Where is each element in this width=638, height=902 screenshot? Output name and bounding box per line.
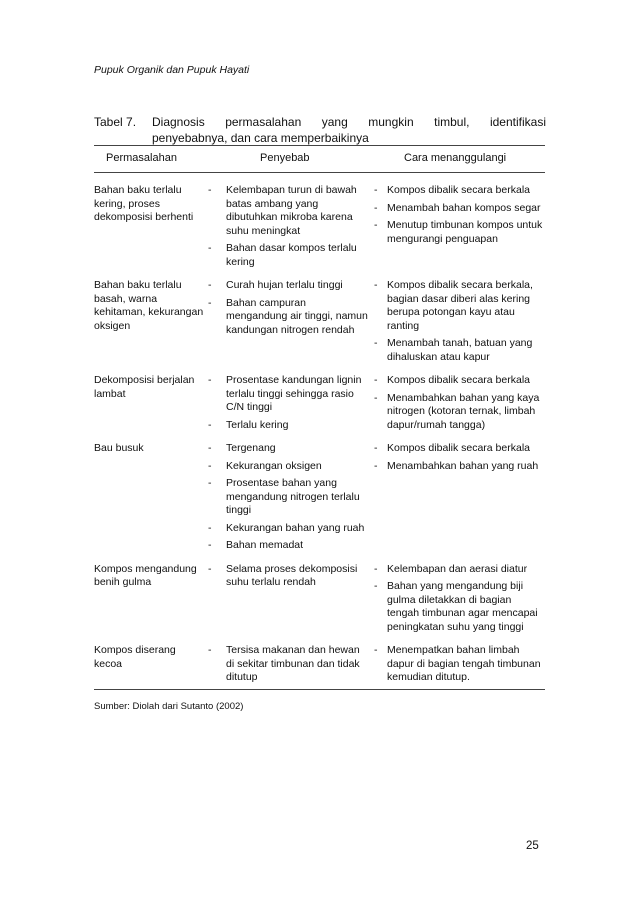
dash-bullet: - <box>374 562 378 575</box>
solution-item <box>370 392 545 433</box>
dash-bullet: - <box>208 442 212 454</box>
dash-bullet: - <box>374 459 378 472</box>
table-top-rule <box>94 145 545 146</box>
solution-item <box>370 563 545 577</box>
solution-list <box>370 563 545 635</box>
dash-bullet: - <box>208 562 212 575</box>
cause-text: Selama proses dekomposisi suhu terlalu rendah <box>226 562 358 588</box>
solution-list <box>370 644 545 685</box>
cause-cell <box>206 563 370 645</box>
solution-text: Kompos dibalik secara berkala, bagian dasar diberi alas kering berupa potongan kayu atau ranting <box>387 279 533 332</box>
solution-cell <box>370 644 545 695</box>
dash-bullet: - <box>374 644 378 656</box>
cause-list <box>206 279 370 337</box>
solution-item <box>370 202 545 216</box>
solution-list <box>370 279 545 364</box>
cause-item <box>206 477 370 518</box>
cause-item <box>206 644 370 685</box>
cause-item <box>206 184 370 238</box>
solution-cell <box>370 279 545 374</box>
cause-cell <box>206 279 370 374</box>
solution-cell <box>370 442 545 563</box>
cause-item <box>206 297 370 338</box>
solution-cell <box>370 184 545 279</box>
cause-text: Bahan memadat <box>226 539 304 551</box>
dash-bullet: - <box>208 279 212 291</box>
solution-item <box>370 644 545 685</box>
problem-cell: Bahan baku terlalu basah, warna kehitaman, kekurangan oksigen <box>94 279 204 332</box>
cause-text: Curah hujan terlalu tinggi <box>226 279 343 291</box>
running-header: Pupuk Organik dan Pupuk Hayati <box>94 64 250 76</box>
solution-cell <box>370 563 545 645</box>
dash-bullet: - <box>374 337 378 349</box>
dash-bullet: - <box>374 374 378 386</box>
column-header-cause: Penyebab <box>260 152 310 164</box>
cause-text: Kekurangan bahan yang ruah <box>226 521 365 534</box>
cause-list <box>206 442 370 553</box>
dash-bullet: - <box>374 279 378 291</box>
solution-text: Menambahkan bahan yang ruah <box>387 459 539 472</box>
cause-text: Kelembapan turun di bawah batas ambang yang dibutuhkan mikroba karena suhu meningkat <box>226 184 357 237</box>
dash-bullet: - <box>374 201 378 214</box>
dash-bullet: - <box>374 580 378 592</box>
dash-bullet: - <box>208 477 212 489</box>
solution-text: Menambah bahan kompos segar <box>387 201 541 214</box>
cause-item <box>206 460 370 474</box>
problem-cell: Bau busuk <box>94 442 144 454</box>
cause-list <box>206 184 370 269</box>
problem-cell: Kompos mengandung benih gulma <box>94 562 197 588</box>
cause-item <box>206 539 370 553</box>
dash-bullet: - <box>374 391 378 404</box>
cause-item <box>206 522 370 536</box>
cause-text: Prosentase kandungan lignin terlalu tinggi sehingga rasio C/N tinggi <box>226 374 362 413</box>
column-header-solution: Cara menanggulangi <box>404 152 507 164</box>
table-row <box>94 374 545 442</box>
dash-bullet: - <box>208 459 212 472</box>
dash-bullet: - <box>374 219 378 231</box>
cause-cell <box>206 442 370 563</box>
dash-bullet: - <box>208 539 212 551</box>
table-row <box>94 563 545 645</box>
dash-bullet: - <box>208 184 212 196</box>
diagnosis-table <box>94 184 545 695</box>
page-number: 25 <box>526 840 539 852</box>
cause-item <box>206 242 370 269</box>
solution-item <box>370 442 545 456</box>
dash-bullet: - <box>208 242 212 254</box>
cause-item <box>206 419 370 433</box>
table-caption <box>94 114 546 146</box>
cause-item <box>206 563 370 590</box>
solution-list <box>370 184 545 246</box>
dash-bullet: - <box>208 418 212 431</box>
problem-cell: Bahan baku terlalu kering, proses dekomposisi berhenti <box>94 184 194 223</box>
dash-bullet: - <box>208 296 212 309</box>
cause-item <box>206 279 370 293</box>
solution-item <box>370 184 545 198</box>
solution-list <box>370 442 545 473</box>
solution-cell <box>370 374 545 442</box>
dash-bullet: - <box>208 374 212 386</box>
cause-text: Terlalu kering <box>226 418 289 431</box>
solution-text: Menempatkan bahan limbah dapur di bagian tengah timbunan kemudian ditutup. <box>387 644 541 683</box>
dash-bullet: - <box>208 521 212 534</box>
dash-bullet: - <box>374 442 378 454</box>
caption-text <box>152 114 546 146</box>
cause-item <box>206 442 370 456</box>
table-row <box>94 442 545 563</box>
table-bottom-rule <box>94 689 545 690</box>
solution-item <box>370 337 545 364</box>
table-row <box>94 644 545 695</box>
cause-cell <box>206 374 370 442</box>
solution-text: Menambahkan bahan yang kaya nitrogen (kotoran ternak, limbah dapur/rumah tangga) <box>387 391 540 431</box>
source-note: Sumber: Diolah dari Sutanto (2002) <box>94 701 244 712</box>
cause-text: Tergenang <box>226 442 276 454</box>
cause-text: Bahan campuran mengandung air tinggi, namun kandungan nitrogen rendah <box>226 296 368 336</box>
cause-text: Tersisa makanan dan hewan di sekitar timbunan dan tidak ditutup <box>226 644 360 683</box>
problem-cell: Dekomposisi berjalan lambat <box>94 374 195 400</box>
dash-bullet: - <box>208 644 212 656</box>
table-row <box>94 184 545 279</box>
cause-list <box>206 563 370 590</box>
solution-text: Menutup timbunan kompos untuk mengurangi penguapan <box>387 219 543 245</box>
solution-text: Kompos dibalik secara berkala <box>387 442 530 454</box>
cause-cell <box>206 184 370 279</box>
column-header-problem: Permasalahan <box>106 152 177 164</box>
caption-line-2: penyebabnya, dan cara memperbaikinya <box>152 131 369 145</box>
cause-text: Bahan dasar kompos terlalu kering <box>226 242 357 268</box>
dash-bullet: - <box>374 184 378 196</box>
table-header-rule <box>94 172 545 173</box>
problem-cell: Kompos diserang kecoa <box>94 644 176 670</box>
solution-item <box>370 219 545 246</box>
cause-list <box>206 644 370 685</box>
caption-label: Tabel 7. <box>94 115 137 129</box>
solution-text: Menambah tanah, batuan yang dihaluskan atau kapur <box>387 337 533 363</box>
solution-item <box>370 460 545 474</box>
solution-text: Kompos dibalik secara berkala <box>387 184 530 196</box>
solution-text: Bahan yang mengandung biji gulma diletakkan di bagian tengah timbunan agar mencapai peningkatan suhu yang tinggi <box>387 580 538 633</box>
solution-text: Kompos dibalik secara berkala <box>387 374 530 386</box>
solution-item <box>370 374 545 388</box>
solution-text: Kelembapan dan aerasi diatur <box>387 562 528 575</box>
cause-list <box>206 374 370 432</box>
cause-text: Prosentase bahan yang mengandung nitrogen terlalu tinggi <box>226 477 360 516</box>
solution-list <box>370 374 545 432</box>
caption-line-1: Diagnosis permasalahan yang mungkin timbul, identifikasi <box>152 115 546 129</box>
table-row <box>94 279 545 374</box>
table-body <box>94 184 545 695</box>
cause-text: Kekurangan oksigen <box>226 459 322 472</box>
cause-item <box>206 374 370 415</box>
solution-item <box>370 279 545 333</box>
cause-cell <box>206 644 370 695</box>
solution-item <box>370 580 545 634</box>
